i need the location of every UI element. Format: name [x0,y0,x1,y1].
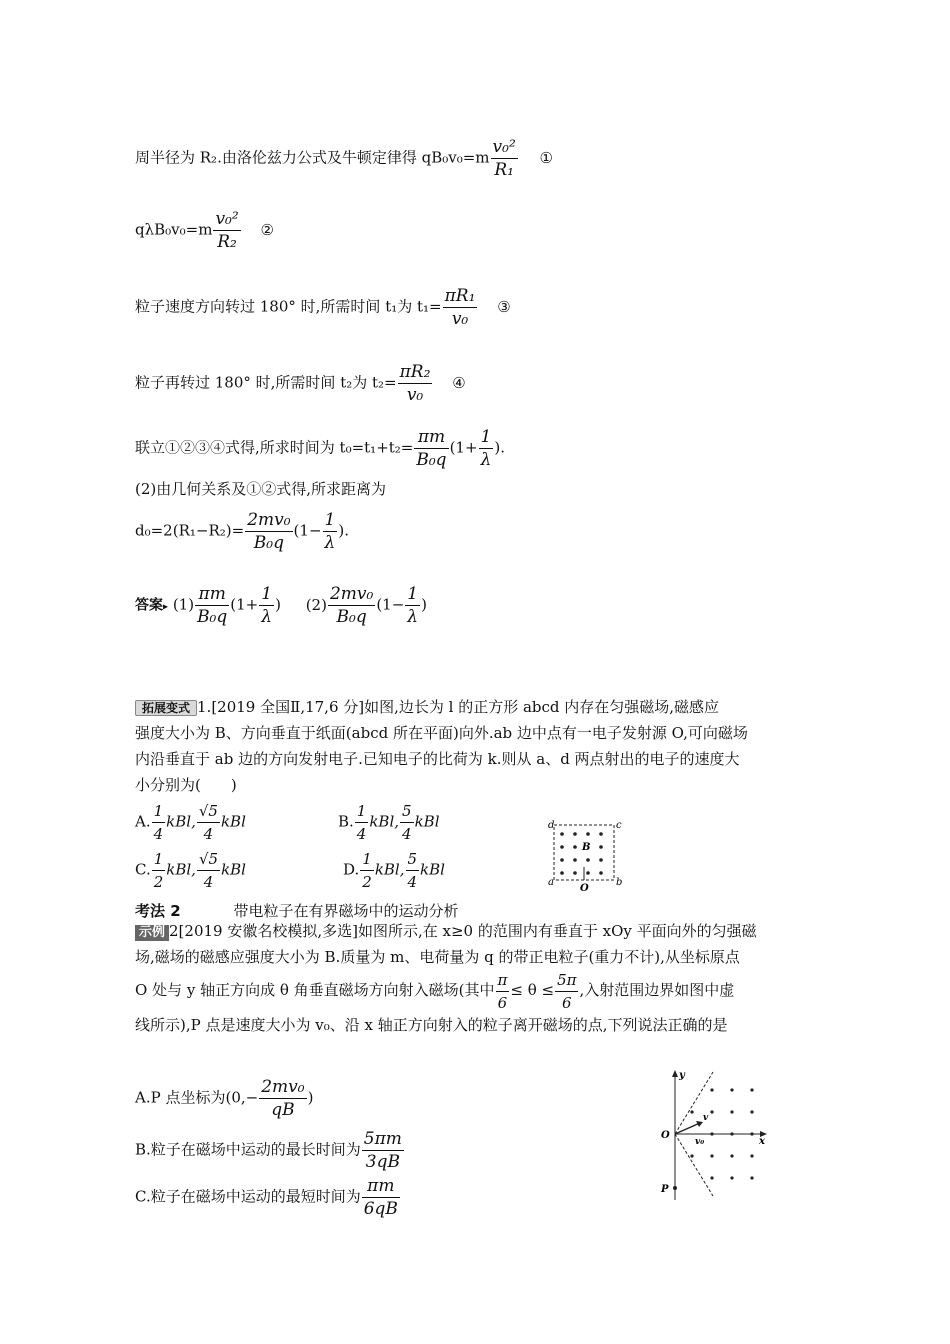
example-tag: 示例 [135,925,169,941]
fraction: $\frac{\text{v₀²}}{\text{R₂}}$ [215,209,239,252]
fraction: $\frac{\text{2mv₀}}{qB}$ [261,1077,305,1120]
fraction: $\frac{√5}{4}$ [198,802,218,843]
label-y: y [679,1070,685,1081]
label-a: a [548,877,554,888]
fraction: $\frac{1}{\lambda}$ [407,584,419,627]
label-O: O [580,883,589,893]
fraction: $\frac{1}{2}$ [362,850,372,891]
fraction: $\frac{\text{2mv₀}}{\text{B₀q}}$ [247,510,291,553]
label-b: b [616,877,623,888]
answer-line: 答案▸ (1) $\frac{\pi m}{\text{B₀q}}$ (1+ $\frac{1}{\lambda}$ ) (2) $\frac{\text{2mv₀}}{\text{B₀q}}$ (1− $\frac{1}{\lambda}$ ) [135,584,427,627]
fraction: $\frac{1}{\lambda}$ [324,510,336,553]
exercise-1-stem: 拓展变式 1.[2019 全国Ⅱ,17,6 分]如图,边长为 l 的正方形 abcd 内存在匀强磁场,磁感应 强度大小为 B、方向垂直于纸面(abcd 所在平面)向外.ab 边中点有一电子发射源 O,可向磁场 内沿垂直于 ab 边的方向发射电子.已知电子的比荷为 k.则从 a、d 两点射出的电子的速度大 小分别为( ) [135,698,748,794]
example-2-option-c[interactable]: C.粒子在磁场中运动的最短时间为 $\frac{\pi m}{6qB}$ [135,1176,398,1219]
fraction: $\frac{\pi m}{\text{B₀q}}$ [416,427,447,470]
method-2-heading: 考法 2 带电粒子在有界磁场中的运动分析 [135,902,459,920]
solution-line-2: qλB₀v₀=m $\frac{\text{v₀²}}{\text{R₂}}$ ② [135,209,274,252]
example-2-option-a[interactable]: A.P 点坐标为(0,− $\frac{\text{2mv₀}}{qB}$ ) [135,1077,314,1120]
label-v0: v₀ [695,1137,705,1147]
answer-label: 答案 [135,597,163,614]
fraction: $\frac{1}{\lambda}$ [480,427,492,470]
coordinate-field-figure [655,1068,775,1208]
label-O: O [661,1130,670,1141]
label-B: B [582,842,591,853]
fraction: $\frac{\text{v₀²}}{\text{R₁}}$ [492,137,516,180]
fraction: $\frac{√5}{4}$ [198,850,219,891]
solution-line-1: 周半径为 R₂.由洛伦兹力公式及牛顿定律得 qB₀v₀=m $\frac{\text{v₀²}}{\text{R₁}}$ ① [135,137,553,180]
solution-line-4: 粒子再转过 180° 时,所需时间 t₂为 t₂= $\frac{\text{πR₂}}{\text{v₀}}$ ④ [135,362,466,405]
upper-boundary [675,1072,713,1134]
example-2-option-b[interactable]: B.粒子在磁场中运动的最长时间为 $\frac{5\pi m}{3qB}$ [135,1129,402,1172]
fraction: $\frac{5\pi}{6}$ [557,970,577,1012]
fraction: $\frac{5}{4}$ [402,802,412,843]
field-dots [673,1088,754,1190]
fraction: $\frac{\text{πR₁}}{\text{v₀}}$ [444,286,476,329]
label-P: P [661,1184,669,1195]
exercise-1-option-d[interactable]: D. $\frac{1}{2}$ kBl, $\frac{5}{4}$ kBl [343,850,445,891]
label-x: x [759,1136,765,1147]
solution-line-7: d₀=2(R₁−R₂)= $\frac{\text{2mv₀}}{\text{B₀q}}$ (1− $\frac{1}{\lambda}$ ). [135,510,349,553]
label-v: v [703,1113,709,1123]
fraction: $\frac{5\pi m}{3qB}$ [363,1129,402,1172]
lower-boundary [675,1134,713,1196]
exercise-1-option-b[interactable]: B. $\frac{1}{4}$ kBl, $\frac{5}{4}$ kBl [338,802,440,843]
extension-tag: 拓展变式 [135,700,197,716]
label-c: c [616,820,622,831]
exercise-1-option-c[interactable]: C. $\frac{1}{2}$ kBl, $\frac{√5}{4}$ kBl [135,850,246,891]
exercise-1-option-a[interactable]: A. $\frac{1}{4}$ kBl, $\frac{√5}{4}$ kBl [135,802,246,843]
fraction: $\frac{\pi}{6}$ [497,970,508,1012]
square-field-figure [540,815,630,893]
fraction: $\frac{\pi m}{6qB}$ [363,1176,398,1219]
example-2-stem: 示例 2[2019 安徽名校模拟,多选]如图所示,在 x≥0 的范围内有垂直于 xOy 平面向外的匀强磁 场,磁场的磁感应强度大小为 B.质量为 m、电荷量为 q 的带正电粒子(重力不计),从坐标原点 O 处与 y 轴正方向成 θ 角垂直磁场方向射入磁场(其中 $\frac{\pi}{6}$ ≤ θ ≤ $\frac{5\pi}{6}$ ,入射范围边界如图中虚 线所示),P 点是速度大小为 v₀、沿 x 轴正方向射入的粒子离开磁场的点,下列说法正确的是 [135,922,757,1034]
fraction: $\frac{1}{2}$ [153,850,164,891]
fraction: $\frac{1}{4}$ [153,802,164,843]
field-dots [560,832,603,875]
solution-line-3: 粒子速度方向转过 180° 时,所需时间 t₁为 t₁= $\frac{\text{πR₁}}{\text{v₀}}$ ③ [135,286,511,329]
fraction: $\frac{\pi m}{\text{B₀q}}$ [197,584,228,627]
fraction: $\frac{\text{2mv₀}}{\text{B₀q}}$ [329,584,374,627]
y-axis-arrow [672,1070,678,1077]
fraction: $\frac{5}{4}$ [407,850,418,891]
fraction: $\frac{\text{πR₂}}{\text{v₀}}$ [399,362,431,405]
fraction: $\frac{1}{\lambda}$ [261,584,273,627]
label-d: d [548,820,555,831]
solution-line-6: (2)由几何关系及①②式得,所求距离为 [135,480,387,498]
solution-line-5: 联立①②③④式得,所求时间为 t₀=t₁+t₂= $\frac{\pi m}{\text{B₀q}}$ (1+ $\frac{1}{\lambda}$ ). [135,427,505,470]
fraction: $\frac{1}{4}$ [356,802,367,843]
